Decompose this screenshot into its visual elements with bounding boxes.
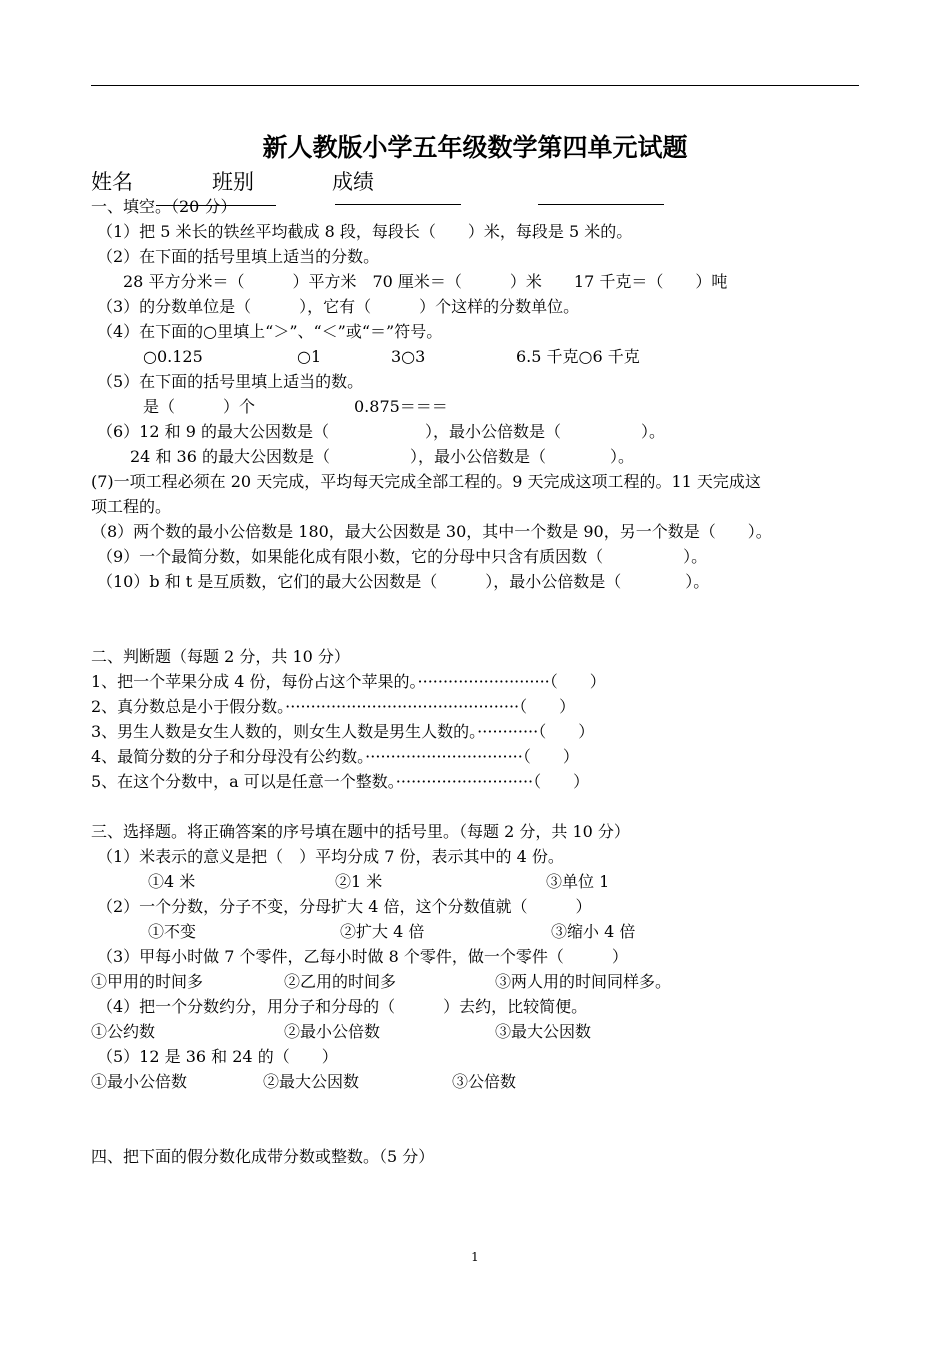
text-line: 项工程的。 [91,497,172,516]
text-line: 3、男生人数是女生人数的，则女生人数是男生人数的。············（ ） [91,722,595,741]
text-line: （9）一个最简分数，如果能化成有限小数，它的分母中只含有质因数（ ）。 [97,547,708,566]
text-line: 6.5 千克○6 千克 [516,347,640,366]
text-line: （2）在下面的括号里填上适当的分数。 [97,247,380,266]
text-line: 二、判断题（每题 2 分，共 10 分） [91,647,350,666]
text-line: ②1 米 [335,872,383,891]
page-number: 1 [471,1250,479,1264]
text-line: 4、最简分数的分子和分母没有公约数。·······························（ ） [91,747,579,766]
text-line: 2、真分数总是小于假分数。··············································（ ） [91,697,576,716]
text-line: 24 和 36 的最大公因数是（ ），最小公倍数是（ ）。 [130,447,634,466]
text-line: 三、选择题。将正确答案的序号填在题中的括号里。（每题 2 分，共 10 分） [91,822,630,841]
text-line: （4）在下面的○里填上“＞”、“＜”或“＝”符号。 [97,322,443,341]
text-line: ③缩小 4 倍 [551,922,636,941]
text-line: ③单位 1 [546,872,610,891]
text-line: 是（ ）个 [143,397,256,416]
top-rule [91,85,859,86]
text-line: 28 平方分米＝（ ）平方米 70 厘米＝（ ）米 17 千克＝（ ）吨 [123,272,728,291]
text-line: ○0.125 [143,347,203,366]
text-line: 1、把一个苹果分成 4 份，每份占这个苹果的。··························（ ） [91,672,606,691]
text-line: （8）两个数的最小公倍数是 180，最大公因数是 30，其中一个数是 90，另一个数是（ ）。 [91,522,772,541]
text-line: ③两人用的时间同样多。 [495,972,672,991]
text-line: （1）米表示的意义是把（ ）平均分成 7 份，表示其中的 4 份。 [97,847,564,866]
text-line: (7)一项工程必须在 20 天完成，平均每天完成全部工程的。9 天完成这项工程的。11 天完成这 [91,472,761,491]
text-line: ○1 [297,347,322,366]
text-line: ②扩大 4 倍 [340,922,425,941]
text-line: 3○3 [391,347,426,366]
text-line: 5、在这个分数中，a 可以是任意一个整数。···························（ ） [91,772,590,791]
text-line: （6）12 和 9 的最大公因数是（ ），最小公倍数是（ ）。 [97,422,665,441]
text-line: （3）甲每小时做 7 个零件，乙每小时做 8 个零件，做一个零件（ ） [97,947,628,966]
class-label: 班别 [212,170,254,194]
name-label: 姓名 [91,170,133,194]
text-line: ③公倍数 [452,1072,517,1091]
text-line: （5）12 是 36 和 24 的（ ） [97,1047,338,1066]
text-line: ①4 米 [148,872,196,891]
text-line: ③最大公因数 [495,1022,592,1041]
text-line: 0.875＝＝＝ [354,397,448,416]
text-line: （5）在下面的括号里填上适当的数。 [97,372,364,391]
text-line: （4）把一个分数约分，用分子和分母的（ ）去约，比较简便。 [97,997,588,1016]
text-line: （10）b 和 t 是互质数，它们的最大公因数是（ ），最小公倍数是（ ）。 [97,572,710,591]
page-title: 新人教版小学五年级数学第四单元试题 [262,133,688,162]
text-line: （2）一个分数，分子不变，分母扩大 4 倍，这个分数值就（ ） [97,897,592,916]
text-line: （1）把 5 米长的铁丝平均截成 8 段，每段长（ ）米，每段是 5 米的。 [97,222,633,241]
score-underline [538,204,664,205]
text-line: ①最小公倍数 [91,1072,188,1091]
text-line: ①甲用的时间多 [91,972,204,991]
text-line: ②最大公因数 [263,1072,360,1091]
text-line: ①公约数 [91,1022,156,1041]
text-line: （3）的分数单位是（ ），它有（ ）个这样的分数单位。 [97,297,580,316]
score-label: 成绩 [332,170,374,194]
text-line: ①不变 [148,922,197,941]
text-line: 四、把下面的假分数化成带分数或整数。（5 分） [91,1147,435,1166]
text-line: ②最小公倍数 [284,1022,381,1041]
text-line: ②乙用的时间多 [284,972,397,991]
class-underline [335,204,461,205]
strike-line [156,205,276,206]
text-line: 一、填空。（20 分） [91,197,237,216]
